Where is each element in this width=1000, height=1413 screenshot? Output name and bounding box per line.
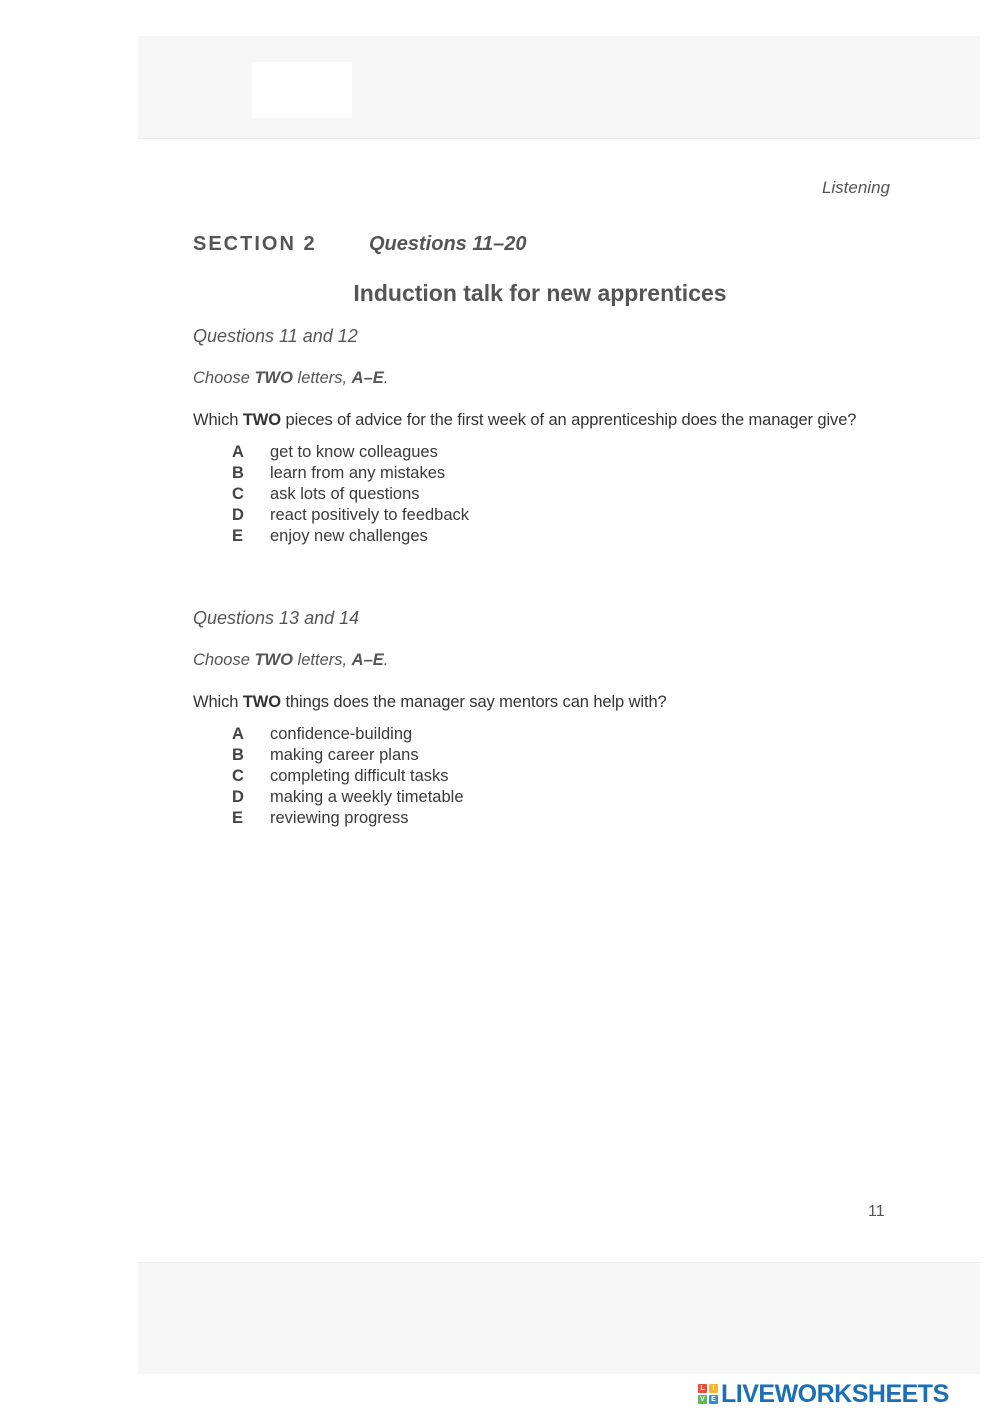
question-stem: Which TWO pieces of advice for the first week of an apprenticeship does the manager give? xyxy=(193,411,857,429)
page-number: 11 xyxy=(868,1203,885,1220)
option-letter: A xyxy=(232,725,244,743)
option-text: learn from any mistakes xyxy=(270,464,446,482)
scan-blank-patch xyxy=(252,62,352,118)
option-letter: A xyxy=(232,443,244,461)
options-list xyxy=(193,724,893,829)
question-instruction: Choose TWO letters, A–E. xyxy=(193,651,389,669)
option-item xyxy=(232,442,893,463)
logo-grid-cell: E xyxy=(709,1395,718,1404)
option-item xyxy=(232,745,893,766)
logo-grid-icon xyxy=(698,1384,718,1404)
option-letter: E xyxy=(232,809,244,827)
logo-grid-cell: L xyxy=(698,1384,707,1393)
option-text: reviewing progress xyxy=(270,809,409,827)
option-letter: B xyxy=(232,464,244,482)
option-text: making career plans xyxy=(270,746,419,764)
question-block-11-12 xyxy=(193,325,893,547)
logo-grid-cell: I xyxy=(709,1384,718,1393)
option-letter: C xyxy=(232,485,244,503)
question-instruction: Choose TWO letters, A–E. xyxy=(193,369,389,387)
option-item xyxy=(232,808,893,829)
option-text: get to know colleagues xyxy=(270,443,438,461)
page-title: Induction talk for new apprentices xyxy=(353,280,727,306)
question-stem: Which TWO things does the manager say mentors can help with? xyxy=(193,693,667,711)
option-text: completing difficult tasks xyxy=(270,767,449,785)
question-range: Questions 11 and 12 xyxy=(193,326,358,346)
option-item xyxy=(232,526,893,547)
option-text: making a weekly timetable xyxy=(270,788,464,806)
option-item xyxy=(232,505,893,526)
scan-shadow-bottom xyxy=(138,1262,980,1374)
option-letter: D xyxy=(232,788,244,806)
option-item xyxy=(232,787,893,808)
option-letter: E xyxy=(232,527,244,545)
scan-edge-line-bottom xyxy=(138,1262,980,1263)
header-label: Listening xyxy=(821,178,890,197)
option-letter: D xyxy=(232,506,244,524)
option-item xyxy=(232,463,893,484)
option-text: ask lots of questions xyxy=(270,485,420,503)
section-title: SECTION 2 xyxy=(193,233,317,255)
option-text: react positively to feedback xyxy=(270,506,470,524)
option-letter: B xyxy=(232,746,244,764)
logo-text: LIVEWORKSHEETS xyxy=(721,1379,949,1408)
option-item xyxy=(232,724,893,745)
liveworksheets-logo[interactable] xyxy=(698,1381,949,1407)
section-question-range: Questions 11–20 xyxy=(369,233,527,255)
question-block-13-14 xyxy=(193,607,893,829)
options-list xyxy=(193,442,893,547)
question-range: Questions 13 and 14 xyxy=(193,608,360,628)
scan-edge-line-top xyxy=(138,138,980,139)
option-item xyxy=(232,766,893,787)
option-text: confidence-building xyxy=(270,725,413,743)
option-item xyxy=(232,484,893,505)
option-letter: C xyxy=(232,767,244,785)
logo-grid-cell: V xyxy=(698,1395,707,1404)
option-text: enjoy new challenges xyxy=(270,527,428,545)
